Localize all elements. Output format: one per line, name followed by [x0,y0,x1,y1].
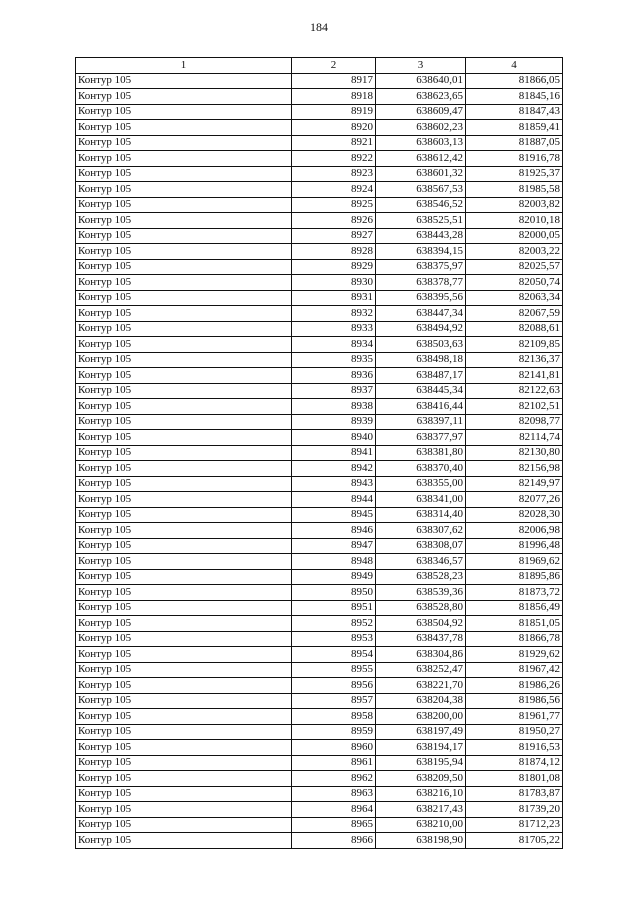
contour-name-cell: Контур 105 [76,585,292,601]
y-coordinate-cell: 82122,63 [466,383,563,399]
contour-name-cell: Контур 105 [76,213,292,229]
point-number-cell: 8951 [292,600,376,616]
table-row [76,538,563,554]
x-coordinate-cell: 638304,86 [376,647,466,663]
point-number-cell: 8937 [292,383,376,399]
table-row [76,337,563,353]
contour-name-cell: Контур 105 [76,724,292,740]
y-coordinate-cell: 81851,05 [466,616,563,632]
y-coordinate-cell: 81961,77 [466,709,563,725]
y-coordinate-cell: 81996,48 [466,538,563,554]
y-coordinate-cell: 81856,49 [466,600,563,616]
x-coordinate-cell: 638210,00 [376,817,466,833]
column-header-1: 1 [76,58,292,74]
table-row [76,73,563,89]
x-coordinate-cell: 638487,17 [376,368,466,384]
table-header-row [76,58,563,74]
x-coordinate-cell: 638307,62 [376,523,466,539]
point-number-cell: 8957 [292,693,376,709]
y-coordinate-cell: 81967,42 [466,662,563,678]
x-coordinate-cell: 638567,53 [376,182,466,198]
table-row [76,182,563,198]
x-coordinate-cell: 638528,80 [376,600,466,616]
x-coordinate-cell: 638370,40 [376,461,466,477]
contour-name-cell: Контур 105 [76,647,292,663]
x-coordinate-cell: 638198,90 [376,833,466,849]
y-coordinate-cell: 81783,87 [466,786,563,802]
table-row [76,306,563,322]
table-row [76,507,563,523]
contour-name-cell: Контур 105 [76,476,292,492]
x-coordinate-cell: 638503,63 [376,337,466,353]
contour-name-cell: Контур 105 [76,616,292,632]
table-row [76,321,563,337]
point-number-cell: 8945 [292,507,376,523]
x-coordinate-cell: 638498,18 [376,352,466,368]
x-coordinate-cell: 638204,38 [376,693,466,709]
table-body [76,73,563,848]
contour-name-cell: Контур 105 [76,569,292,585]
coordinates-table [75,57,563,849]
point-number-cell: 8954 [292,647,376,663]
x-coordinate-cell: 638194,17 [376,740,466,756]
point-number-cell: 8965 [292,817,376,833]
x-coordinate-cell: 638445,34 [376,383,466,399]
table-row [76,213,563,229]
x-coordinate-cell: 638416,44 [376,399,466,415]
table-row [76,259,563,275]
contour-name-cell: Контур 105 [76,461,292,477]
x-coordinate-cell: 638437,78 [376,631,466,647]
point-number-cell: 8953 [292,631,376,647]
table-row [76,709,563,725]
table-row [76,833,563,849]
x-coordinate-cell: 638314,40 [376,507,466,523]
contour-name-cell: Контур 105 [76,600,292,616]
x-coordinate-cell: 638209,50 [376,771,466,787]
contour-name-cell: Контур 105 [76,817,292,833]
point-number-cell: 8947 [292,538,376,554]
x-coordinate-cell: 638447,34 [376,306,466,322]
y-coordinate-cell: 82130,80 [466,445,563,461]
table-row [76,104,563,120]
point-number-cell: 8926 [292,213,376,229]
table-row [76,662,563,678]
contour-name-cell: Контур 105 [76,166,292,182]
y-coordinate-cell: 81739,20 [466,802,563,818]
y-coordinate-cell: 81986,56 [466,693,563,709]
x-coordinate-cell: 638394,15 [376,244,466,260]
point-number-cell: 8921 [292,135,376,151]
page-number: 184 [310,20,328,34]
x-coordinate-cell: 638346,57 [376,554,466,570]
y-coordinate-cell: 82141,81 [466,368,563,384]
y-coordinate-cell: 82025,57 [466,259,563,275]
point-number-cell: 8956 [292,678,376,694]
table-row [76,352,563,368]
x-coordinate-cell: 638494,92 [376,321,466,337]
point-number-cell: 8950 [292,585,376,601]
contour-name-cell: Контур 105 [76,352,292,368]
point-number-cell: 8920 [292,120,376,136]
y-coordinate-cell: 81929,62 [466,647,563,663]
point-number-cell: 8944 [292,492,376,508]
table-row [76,647,563,663]
contour-name-cell: Контур 105 [76,786,292,802]
table-row [76,151,563,167]
table-row [76,693,563,709]
x-coordinate-cell: 638504,92 [376,616,466,632]
y-coordinate-cell: 82067,59 [466,306,563,322]
point-number-cell: 8917 [292,73,376,89]
contour-name-cell: Контур 105 [76,507,292,523]
point-number-cell: 8934 [292,337,376,353]
table-row [76,445,563,461]
point-number-cell: 8949 [292,569,376,585]
table-row [76,678,563,694]
y-coordinate-cell: 81712,23 [466,817,563,833]
y-coordinate-cell: 82114,74 [466,430,563,446]
point-number-cell: 8923 [292,166,376,182]
table-row [76,817,563,833]
table-row [76,383,563,399]
point-number-cell: 8918 [292,89,376,105]
y-coordinate-cell: 81866,78 [466,631,563,647]
contour-name-cell: Контур 105 [76,197,292,213]
x-coordinate-cell: 638381,80 [376,445,466,461]
contour-name-cell: Контур 105 [76,399,292,415]
contour-name-cell: Контур 105 [76,104,292,120]
y-coordinate-cell: 81916,78 [466,151,563,167]
contour-name-cell: Контур 105 [76,740,292,756]
y-coordinate-cell: 81895,86 [466,569,563,585]
point-number-cell: 8938 [292,399,376,415]
y-coordinate-cell: 82003,82 [466,197,563,213]
table-row [76,616,563,632]
table-row [76,755,563,771]
contour-name-cell: Контур 105 [76,833,292,849]
column-header-4: 4 [466,58,563,74]
table-row [76,244,563,260]
contour-name-cell: Контур 105 [76,337,292,353]
point-number-cell: 8946 [292,523,376,539]
y-coordinate-cell: 81969,62 [466,554,563,570]
x-coordinate-cell: 638525,51 [376,213,466,229]
contour-name-cell: Контур 105 [76,538,292,554]
contour-name-cell: Контур 105 [76,368,292,384]
y-coordinate-cell: 82000,05 [466,228,563,244]
point-number-cell: 8928 [292,244,376,260]
y-coordinate-cell: 81925,37 [466,166,563,182]
contour-name-cell: Контур 105 [76,709,292,725]
contour-name-cell: Контур 105 [76,151,292,167]
point-number-cell: 8936 [292,368,376,384]
y-coordinate-cell: 81845,16 [466,89,563,105]
table-row [76,430,563,446]
point-number-cell: 8931 [292,290,376,306]
x-coordinate-cell: 638397,11 [376,414,466,430]
table-row [76,461,563,477]
contour-name-cell: Контур 105 [76,228,292,244]
y-coordinate-cell: 82102,51 [466,399,563,415]
x-coordinate-cell: 638546,52 [376,197,466,213]
contour-name-cell: Контур 105 [76,120,292,136]
contour-name-cell: Контур 105 [76,321,292,337]
x-coordinate-cell: 638355,00 [376,476,466,492]
contour-name-cell: Контур 105 [76,523,292,539]
point-number-cell: 8941 [292,445,376,461]
y-coordinate-cell: 82109,85 [466,337,563,353]
point-number-cell: 8952 [292,616,376,632]
contour-name-cell: Контур 105 [76,631,292,647]
y-coordinate-cell: 82149,97 [466,476,563,492]
x-coordinate-cell: 638200,00 [376,709,466,725]
y-coordinate-cell: 81985,58 [466,182,563,198]
point-number-cell: 8966 [292,833,376,849]
y-coordinate-cell: 82006,98 [466,523,563,539]
contour-name-cell: Контур 105 [76,259,292,275]
table-row [76,166,563,182]
point-number-cell: 8932 [292,306,376,322]
point-number-cell: 8919 [292,104,376,120]
table-row [76,120,563,136]
point-number-cell: 8962 [292,771,376,787]
table-row [76,554,563,570]
x-coordinate-cell: 638612,42 [376,151,466,167]
x-coordinate-cell: 638395,56 [376,290,466,306]
contour-name-cell: Контур 105 [76,430,292,446]
x-coordinate-cell: 638601,32 [376,166,466,182]
x-coordinate-cell: 638341,00 [376,492,466,508]
x-coordinate-cell: 638443,28 [376,228,466,244]
y-coordinate-cell: 82028,30 [466,507,563,523]
y-coordinate-cell: 81887,05 [466,135,563,151]
point-number-cell: 8930 [292,275,376,291]
x-coordinate-cell: 638623,65 [376,89,466,105]
point-number-cell: 8958 [292,709,376,725]
x-coordinate-cell: 638197,49 [376,724,466,740]
y-coordinate-cell: 81986,26 [466,678,563,694]
contour-name-cell: Контур 105 [76,275,292,291]
contour-name-cell: Контур 105 [76,414,292,430]
x-coordinate-cell: 638539,36 [376,585,466,601]
table-row [76,740,563,756]
x-coordinate-cell: 638609,47 [376,104,466,120]
point-number-cell: 8942 [292,461,376,477]
point-number-cell: 8943 [292,476,376,492]
table-row [76,771,563,787]
table-row [76,585,563,601]
x-coordinate-cell: 638640,01 [376,73,466,89]
x-coordinate-cell: 638195,94 [376,755,466,771]
y-coordinate-cell: 82098,77 [466,414,563,430]
contour-name-cell: Контур 105 [76,445,292,461]
point-number-cell: 8922 [292,151,376,167]
point-number-cell: 8964 [292,802,376,818]
x-coordinate-cell: 638528,23 [376,569,466,585]
contour-name-cell: Контур 105 [76,755,292,771]
contour-name-cell: Контур 105 [76,290,292,306]
x-coordinate-cell: 638602,23 [376,120,466,136]
contour-name-cell: Контур 105 [76,492,292,508]
point-number-cell: 8959 [292,724,376,740]
y-coordinate-cell: 81859,41 [466,120,563,136]
contour-name-cell: Контур 105 [76,802,292,818]
table-row [76,228,563,244]
contour-name-cell: Контур 105 [76,771,292,787]
table-row [76,631,563,647]
point-number-cell: 8924 [292,182,376,198]
table-row [76,135,563,151]
table-row [76,786,563,802]
y-coordinate-cell: 81874,12 [466,755,563,771]
table-row [76,197,563,213]
point-number-cell: 8955 [292,662,376,678]
y-coordinate-cell: 82136,37 [466,352,563,368]
contour-name-cell: Контур 105 [76,306,292,322]
point-number-cell: 8933 [292,321,376,337]
point-number-cell: 8963 [292,786,376,802]
table-row [76,368,563,384]
point-number-cell: 8939 [292,414,376,430]
table-row [76,523,563,539]
y-coordinate-cell: 82003,22 [466,244,563,260]
point-number-cell: 8929 [292,259,376,275]
point-number-cell: 8925 [292,197,376,213]
y-coordinate-cell: 81916,53 [466,740,563,756]
table-row [76,476,563,492]
point-number-cell: 8927 [292,228,376,244]
table-row [76,492,563,508]
contour-name-cell: Контур 105 [76,383,292,399]
y-coordinate-cell: 81873,72 [466,585,563,601]
x-coordinate-cell: 638375,97 [376,259,466,275]
y-coordinate-cell: 81801,08 [466,771,563,787]
contour-name-cell: Контур 105 [76,182,292,198]
table-row [76,399,563,415]
x-coordinate-cell: 638216,10 [376,786,466,802]
y-coordinate-cell: 81705,22 [466,833,563,849]
y-coordinate-cell: 82088,61 [466,321,563,337]
table-row [76,569,563,585]
table-row [76,600,563,616]
x-coordinate-cell: 638308,07 [376,538,466,554]
y-coordinate-cell: 81866,05 [466,73,563,89]
column-header-3: 3 [376,58,466,74]
contour-name-cell: Контур 105 [76,693,292,709]
table-row [76,724,563,740]
y-coordinate-cell: 81950,27 [466,724,563,740]
y-coordinate-cell: 82063,34 [466,290,563,306]
contour-name-cell: Контур 105 [76,135,292,151]
table-row [76,802,563,818]
y-coordinate-cell: 82050,74 [466,275,563,291]
point-number-cell: 8940 [292,430,376,446]
y-coordinate-cell: 82010,18 [466,213,563,229]
table-row [76,290,563,306]
contour-name-cell: Контур 105 [76,73,292,89]
x-coordinate-cell: 638603,13 [376,135,466,151]
y-coordinate-cell: 82156,98 [466,461,563,477]
x-coordinate-cell: 638377,97 [376,430,466,446]
contour-name-cell: Контур 105 [76,89,292,105]
x-coordinate-cell: 638252,47 [376,662,466,678]
table-row [76,414,563,430]
contour-name-cell: Контур 105 [76,662,292,678]
column-header-2: 2 [292,58,376,74]
table-row [76,275,563,291]
table-row [76,89,563,105]
y-coordinate-cell: 81847,43 [466,104,563,120]
x-coordinate-cell: 638221,70 [376,678,466,694]
contour-name-cell: Контур 105 [76,244,292,260]
point-number-cell: 8935 [292,352,376,368]
point-number-cell: 8960 [292,740,376,756]
x-coordinate-cell: 638378,77 [376,275,466,291]
contour-name-cell: Контур 105 [76,554,292,570]
point-number-cell: 8948 [292,554,376,570]
y-coordinate-cell: 82077,26 [466,492,563,508]
point-number-cell: 8961 [292,755,376,771]
x-coordinate-cell: 638217,43 [376,802,466,818]
contour-name-cell: Контур 105 [76,678,292,694]
